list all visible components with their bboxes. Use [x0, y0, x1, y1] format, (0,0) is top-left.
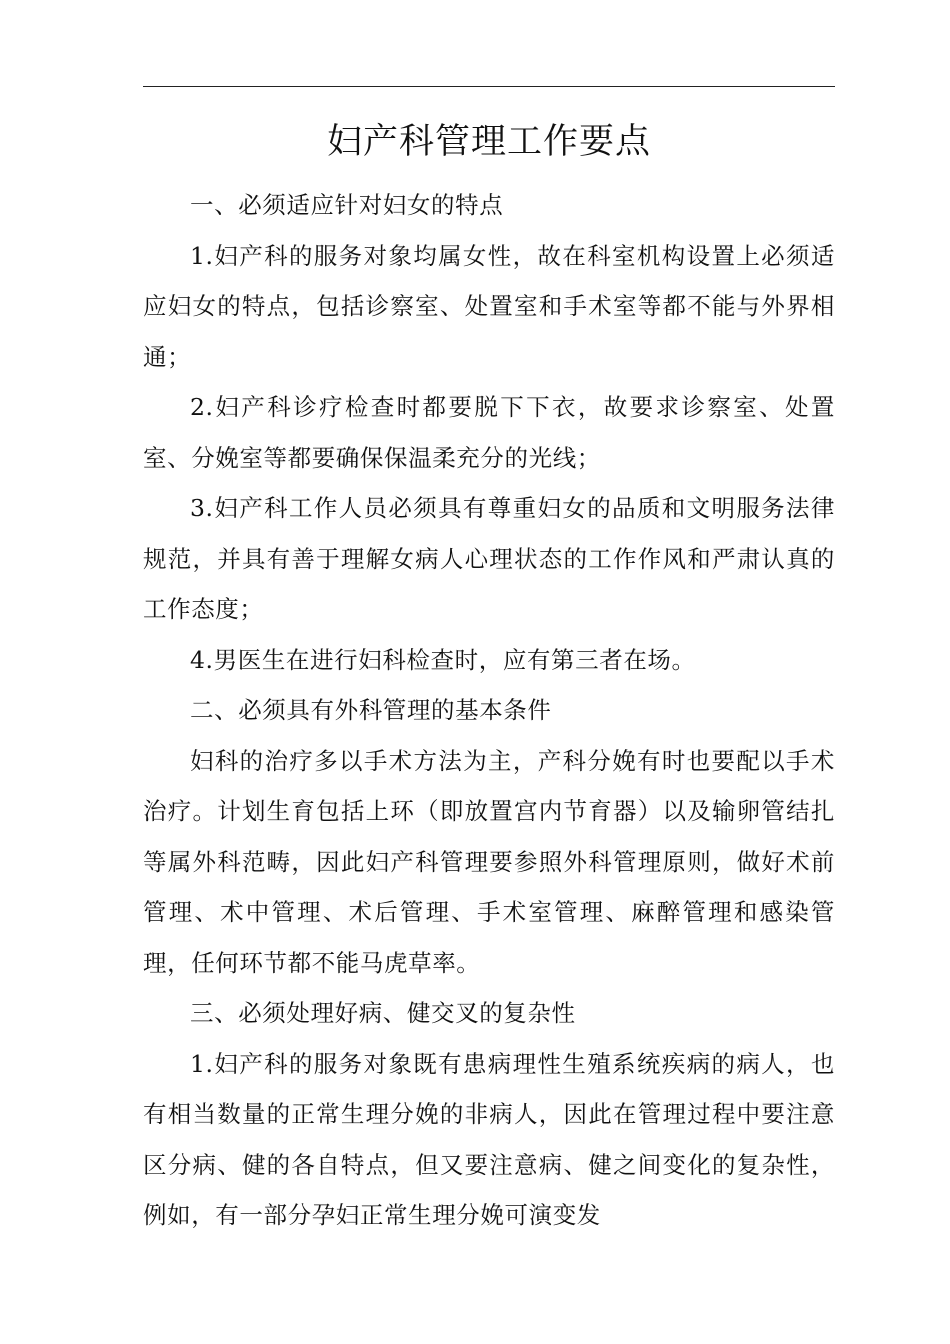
section-heading-2: 二、必须具有外科管理的基本条件 [190, 696, 552, 724]
header-rule [143, 86, 835, 87]
paragraph-item-1: 1.妇产科的服务对象均属女性，故在科室机构设置上必须适应妇女的特点，包括诊察室、处置室和手术室等都不能与外界相通； [143, 241, 835, 371]
section-heading-1: 一、必须适应针对妇女的特点 [190, 191, 504, 219]
paragraph-item-3: 3.妇产科工作人员必须具有尊重妇女的品质和文明服务法律规范，并具有善于理解女病人心理状态的工作作风和严肃认真的工作态度； [143, 494, 835, 623]
paragraph-item-1-section-3: 1.妇产科的服务对象既有患病理性生殖系统疾病的病人，也有相当数量的正常生理分娩的非病人，因此在管理过程中要注意区分病、健的各自特点，但又要注意病、健之间变化的复杂性，例如，有一部分孕妇正常生理分娩可演变发 [143, 1049, 835, 1229]
document-title: 妇产科管理工作要点 [326, 122, 651, 162]
paragraph-item-4: 4.男医生在进行妇科检查时，应有第三者在场。 [190, 645, 696, 674]
paragraph-item-2: 2.妇产科诊疗检查时都要脱下下衣，故要求诊察室、处置室、分娩室等都要确保保温柔充分的光线； [143, 393, 835, 472]
section-heading-3: 三、必须处理好病、健交叉的复杂性 [190, 999, 576, 1027]
document-body [143, 180, 835, 1241]
paragraph-surgery: 妇科的治疗多以手术方法为主，产科分娩有时也要配以手术治疗。计划生育包括上环（即放置宫内节育器）以及输卵管结扎等属外科范畴，因此妇产科管理要参照外科管理原则，做好术前管理、术中管理、术后管理、手术室管理、麻醉管理和感染管理，任何环节都不能马虎草率。 [143, 746, 835, 977]
